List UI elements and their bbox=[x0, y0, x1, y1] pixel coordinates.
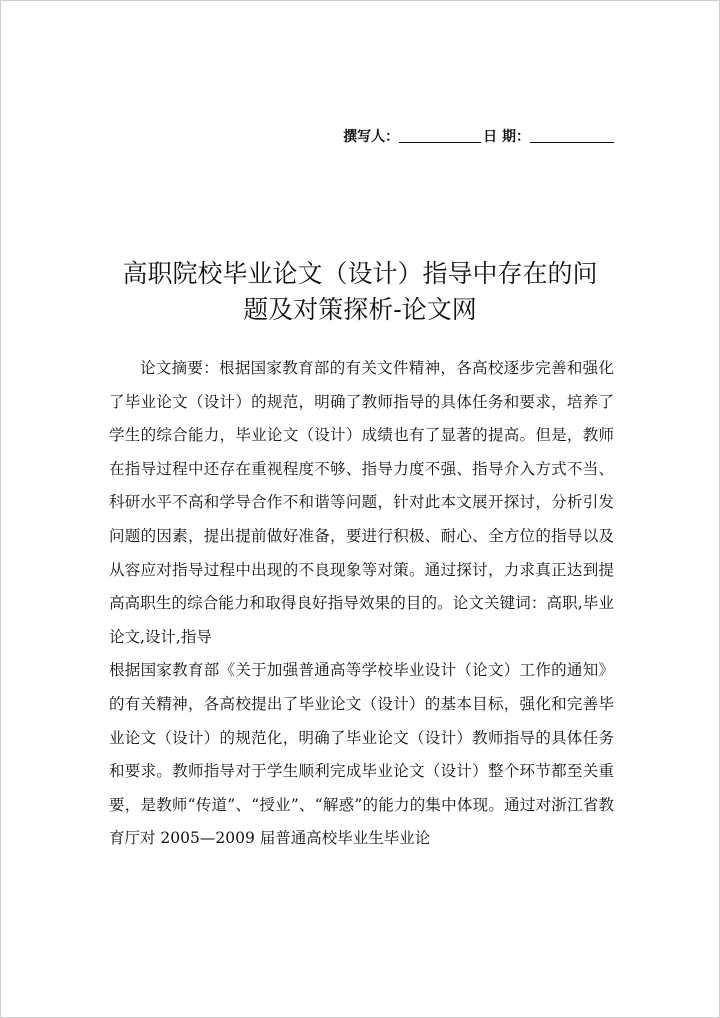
author-blank-line bbox=[399, 129, 481, 143]
title-line-2: 题及对策探析-论文网 bbox=[243, 295, 477, 324]
document-header bbox=[0, 126, 614, 146]
abstract-paragraph: 论文摘要：根据国家教育部的有关文件精神，各高校逐步完善和强化了毕业论文（设计）的规范，明确了教师指导的具体任务和要求，培养了学生的综合能力，毕业论文（设计）成绩也有了显著的提高。但是，教师在指导过程中还存在重视程度不够、指导力度不强、指导介入方式不当、科研水平不高和学导合作不和谐等问题，针对此本文展开探讨，分析引发问题的因素，提出提前做好准备，要进行积极、耐心、全方位的指导以及从容应对指导过程中出现的不良现象等对策。通过探讨，力求真正达到提高高职生的综合能力和取得良好指导效果的目的。论文关键词：高职,毕业论文,设计,指导 bbox=[109, 359, 614, 646]
document-title bbox=[100, 256, 620, 328]
title-line-1: 高职院校毕业论文（设计）指导中存在的问 bbox=[122, 259, 598, 288]
author-label: 撰写人： bbox=[343, 129, 400, 145]
date-label: 日 期： bbox=[483, 129, 530, 145]
date-blank-line bbox=[530, 129, 614, 143]
body-paragraph-1: 根据国家教育部《关于加强普通高等学校毕业设计（论文）工作的通知》的有关精神，各高校提出了毕业论文（设计）的基本目标，强化和完善毕业论文（设计）的规范化，明确了毕业论文（设计）教师指导的具体任务和要求。教师指导对于学生顺利完成毕业论文（设计）整个环节都至关重要，是教师“传道”、“授业”、“解惑”的能力的集中体现。通过对浙江省教育厅对 2005—2009 届普通高校毕业生毕业论 bbox=[109, 661, 614, 848]
document-body bbox=[109, 352, 614, 856]
